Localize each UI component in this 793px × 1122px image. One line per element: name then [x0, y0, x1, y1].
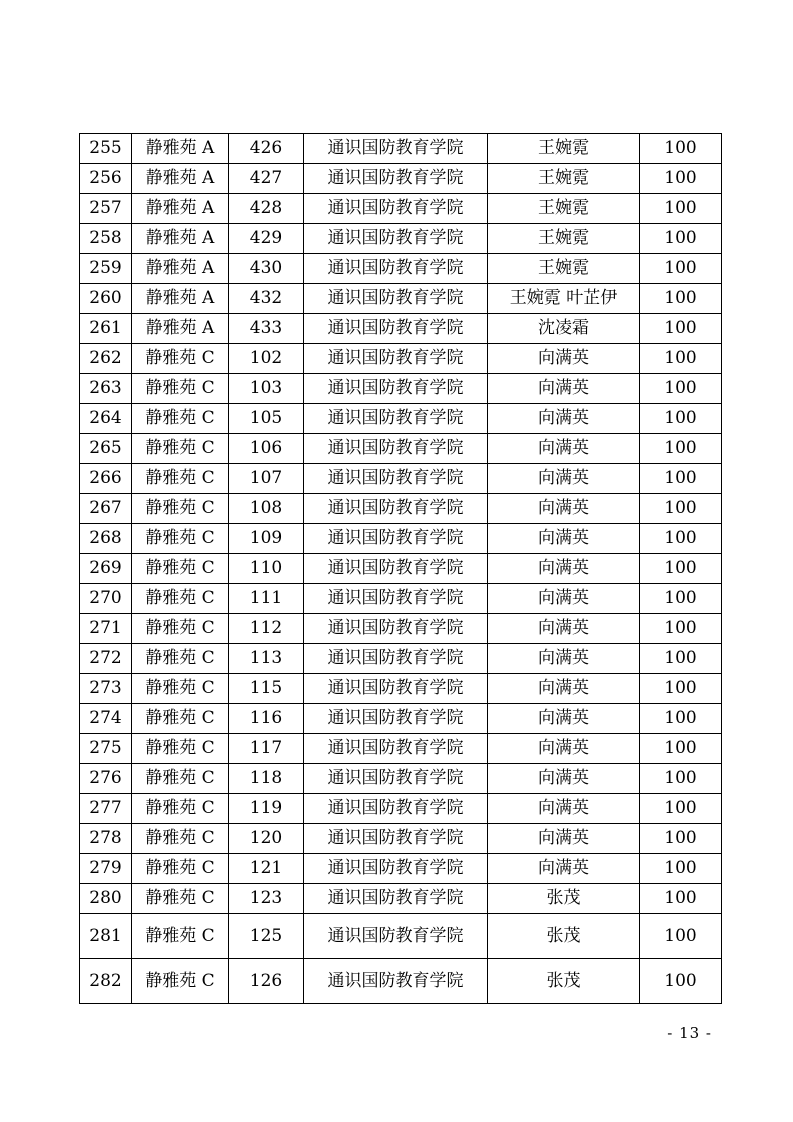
counselor-cell: 王婉霓	[488, 254, 640, 284]
row-index-cell: 270	[80, 584, 132, 614]
counselor-cell: 王婉霓	[488, 224, 640, 254]
college-cell: 通识国防教育学院	[304, 254, 488, 284]
score-cell: 100	[640, 524, 722, 554]
counselor-cell: 王婉霓	[488, 194, 640, 224]
college-cell: 通识国防教育学院	[304, 464, 488, 494]
dorm-inspection-table	[79, 133, 722, 1004]
building-cell: 静雅苑 A	[132, 254, 229, 284]
building-cell: 静雅苑 C	[132, 884, 229, 914]
counselor-cell: 向满英	[488, 344, 640, 374]
building-cell: 静雅苑 C	[132, 614, 229, 644]
building-cell: 静雅苑 C	[132, 704, 229, 734]
table-row	[80, 464, 722, 494]
college-cell: 通识国防教育学院	[304, 614, 488, 644]
room-cell: 118	[229, 764, 304, 794]
room-cell: 125	[229, 914, 304, 959]
room-cell: 429	[229, 224, 304, 254]
table-row	[80, 584, 722, 614]
college-cell: 通识国防教育学院	[304, 914, 488, 959]
counselor-cell: 王婉霓 叶芷伊	[488, 284, 640, 314]
college-cell: 通识国防教育学院	[304, 959, 488, 1004]
score-cell: 100	[640, 824, 722, 854]
building-cell: 静雅苑 A	[132, 314, 229, 344]
row-index-cell: 255	[80, 134, 132, 164]
table-row	[80, 704, 722, 734]
building-cell: 静雅苑 C	[132, 344, 229, 374]
score-cell: 100	[640, 884, 722, 914]
counselor-cell: 张茂	[488, 884, 640, 914]
building-cell: 静雅苑 C	[132, 434, 229, 464]
row-index-cell: 274	[80, 704, 132, 734]
building-cell: 静雅苑 C	[132, 554, 229, 584]
row-index-cell: 281	[80, 914, 132, 959]
score-cell: 100	[640, 314, 722, 344]
table-row	[80, 914, 722, 959]
row-index-cell: 256	[80, 164, 132, 194]
table-row	[80, 794, 722, 824]
counselor-cell: 向满英	[488, 524, 640, 554]
college-cell: 通识国防教育学院	[304, 344, 488, 374]
row-index-cell: 282	[80, 959, 132, 1004]
college-cell: 通识国防教育学院	[304, 674, 488, 704]
building-cell: 静雅苑 C	[132, 764, 229, 794]
room-cell: 116	[229, 704, 304, 734]
counselor-cell: 向满英	[488, 854, 640, 884]
college-cell: 通识国防教育学院	[304, 494, 488, 524]
score-cell: 100	[640, 194, 722, 224]
room-cell: 126	[229, 959, 304, 1004]
counselor-cell: 向满英	[488, 494, 640, 524]
building-cell: 静雅苑 C	[132, 674, 229, 704]
table-row	[80, 224, 722, 254]
table-row	[80, 644, 722, 674]
room-cell: 117	[229, 734, 304, 764]
table-row	[80, 554, 722, 584]
row-index-cell: 280	[80, 884, 132, 914]
table-row	[80, 254, 722, 284]
building-cell: 静雅苑 C	[132, 374, 229, 404]
row-index-cell: 275	[80, 734, 132, 764]
table-row	[80, 854, 722, 884]
table-row	[80, 164, 722, 194]
room-cell: 112	[229, 614, 304, 644]
room-cell: 428	[229, 194, 304, 224]
room-cell: 427	[229, 164, 304, 194]
score-cell: 100	[640, 764, 722, 794]
counselor-cell: 向满英	[488, 704, 640, 734]
counselor-cell: 向满英	[488, 764, 640, 794]
score-cell: 100	[640, 134, 722, 164]
counselor-cell: 向满英	[488, 374, 640, 404]
counselor-cell: 沈凌霜	[488, 314, 640, 344]
room-cell: 121	[229, 854, 304, 884]
counselor-cell: 向满英	[488, 584, 640, 614]
table-row	[80, 284, 722, 314]
room-cell: 115	[229, 674, 304, 704]
score-cell: 100	[640, 554, 722, 584]
row-index-cell: 276	[80, 764, 132, 794]
room-cell: 106	[229, 434, 304, 464]
table-row	[80, 434, 722, 464]
college-cell: 通识国防教育学院	[304, 524, 488, 554]
table-row	[80, 824, 722, 854]
row-index-cell: 265	[80, 434, 132, 464]
counselor-cell: 向满英	[488, 404, 640, 434]
row-index-cell: 263	[80, 374, 132, 404]
college-cell: 通识国防教育学院	[304, 734, 488, 764]
college-cell: 通识国防教育学院	[304, 824, 488, 854]
score-cell: 100	[640, 374, 722, 404]
score-cell: 100	[640, 674, 722, 704]
table-row	[80, 134, 722, 164]
building-cell: 静雅苑 C	[132, 794, 229, 824]
table-row	[80, 959, 722, 1004]
row-index-cell: 272	[80, 644, 132, 674]
table-row	[80, 344, 722, 374]
building-cell: 静雅苑 C	[132, 494, 229, 524]
table-row	[80, 524, 722, 554]
score-cell: 100	[640, 284, 722, 314]
score-cell: 100	[640, 464, 722, 494]
building-cell: 静雅苑 C	[132, 584, 229, 614]
score-cell: 100	[640, 959, 722, 1004]
room-cell: 432	[229, 284, 304, 314]
college-cell: 通识国防教育学院	[304, 764, 488, 794]
table-row	[80, 614, 722, 644]
college-cell: 通识国防教育学院	[304, 194, 488, 224]
building-cell: 静雅苑 A	[132, 134, 229, 164]
room-cell: 120	[229, 824, 304, 854]
table-row	[80, 884, 722, 914]
row-index-cell: 258	[80, 224, 132, 254]
room-cell: 109	[229, 524, 304, 554]
building-cell: 静雅苑 C	[132, 644, 229, 674]
building-cell: 静雅苑 C	[132, 404, 229, 434]
page-number: - 13 -	[667, 1024, 712, 1042]
college-cell: 通识国防教育学院	[304, 704, 488, 734]
score-cell: 100	[640, 344, 722, 374]
row-index-cell: 261	[80, 314, 132, 344]
score-cell: 100	[640, 914, 722, 959]
college-cell: 通识国防教育学院	[304, 884, 488, 914]
building-cell: 静雅苑 C	[132, 914, 229, 959]
counselor-cell: 向满英	[488, 824, 640, 854]
building-cell: 静雅苑 A	[132, 284, 229, 314]
building-cell: 静雅苑 C	[132, 959, 229, 1004]
college-cell: 通识国防教育学院	[304, 554, 488, 584]
row-index-cell: 257	[80, 194, 132, 224]
room-cell: 111	[229, 584, 304, 614]
row-index-cell: 271	[80, 614, 132, 644]
college-cell: 通识国防教育学院	[304, 404, 488, 434]
room-cell: 108	[229, 494, 304, 524]
room-cell: 103	[229, 374, 304, 404]
counselor-cell: 张茂	[488, 959, 640, 1004]
college-cell: 通识国防教育学院	[304, 164, 488, 194]
row-index-cell: 277	[80, 794, 132, 824]
college-cell: 通识国防教育学院	[304, 854, 488, 884]
table-row	[80, 374, 722, 404]
score-cell: 100	[640, 584, 722, 614]
row-index-cell: 273	[80, 674, 132, 704]
row-index-cell: 279	[80, 854, 132, 884]
counselor-cell: 向满英	[488, 614, 640, 644]
score-cell: 100	[640, 494, 722, 524]
college-cell: 通识国防教育学院	[304, 224, 488, 254]
counselor-cell: 王婉霓	[488, 134, 640, 164]
score-cell: 100	[640, 794, 722, 824]
room-cell: 433	[229, 314, 304, 344]
room-cell: 110	[229, 554, 304, 584]
counselor-cell: 向满英	[488, 794, 640, 824]
row-index-cell: 264	[80, 404, 132, 434]
building-cell: 静雅苑 C	[132, 524, 229, 554]
table-row	[80, 494, 722, 524]
counselor-cell: 向满英	[488, 464, 640, 494]
score-cell: 100	[640, 254, 722, 284]
table-row	[80, 314, 722, 344]
row-index-cell: 259	[80, 254, 132, 284]
score-cell: 100	[640, 164, 722, 194]
building-cell: 静雅苑 C	[132, 464, 229, 494]
row-index-cell: 267	[80, 494, 132, 524]
score-cell: 100	[640, 614, 722, 644]
room-cell: 119	[229, 794, 304, 824]
score-cell: 100	[640, 854, 722, 884]
building-cell: 静雅苑 C	[132, 734, 229, 764]
counselor-cell: 向满英	[488, 734, 640, 764]
room-cell: 123	[229, 884, 304, 914]
row-index-cell: 262	[80, 344, 132, 374]
building-cell: 静雅苑 C	[132, 824, 229, 854]
counselor-cell: 向满英	[488, 644, 640, 674]
counselor-cell: 王婉霓	[488, 164, 640, 194]
college-cell: 通识国防教育学院	[304, 584, 488, 614]
counselor-cell: 向满英	[488, 674, 640, 704]
room-cell: 426	[229, 134, 304, 164]
score-cell: 100	[640, 644, 722, 674]
table-row	[80, 734, 722, 764]
score-cell: 100	[640, 224, 722, 254]
room-cell: 105	[229, 404, 304, 434]
row-index-cell: 269	[80, 554, 132, 584]
table-row	[80, 764, 722, 794]
counselor-cell: 向满英	[488, 434, 640, 464]
college-cell: 通识国防教育学院	[304, 134, 488, 164]
building-cell: 静雅苑 A	[132, 224, 229, 254]
score-cell: 100	[640, 704, 722, 734]
score-cell: 100	[640, 404, 722, 434]
row-index-cell: 260	[80, 284, 132, 314]
room-cell: 430	[229, 254, 304, 284]
room-cell: 113	[229, 644, 304, 674]
college-cell: 通识国防教育学院	[304, 284, 488, 314]
table-row	[80, 404, 722, 434]
college-cell: 通识国防教育学院	[304, 434, 488, 464]
room-cell: 102	[229, 344, 304, 374]
building-cell: 静雅苑 C	[132, 854, 229, 884]
room-cell: 107	[229, 464, 304, 494]
counselor-cell: 向满英	[488, 554, 640, 584]
table-row	[80, 674, 722, 704]
building-cell: 静雅苑 A	[132, 164, 229, 194]
college-cell: 通识国防教育学院	[304, 644, 488, 674]
row-index-cell: 278	[80, 824, 132, 854]
row-index-cell: 268	[80, 524, 132, 554]
counselor-cell: 张茂	[488, 914, 640, 959]
college-cell: 通识国防教育学院	[304, 794, 488, 824]
score-cell: 100	[640, 734, 722, 764]
score-cell: 100	[640, 434, 722, 464]
college-cell: 通识国防教育学院	[304, 374, 488, 404]
table-row	[80, 194, 722, 224]
college-cell: 通识国防教育学院	[304, 314, 488, 344]
table-body	[80, 134, 722, 1004]
building-cell: 静雅苑 A	[132, 194, 229, 224]
row-index-cell: 266	[80, 464, 132, 494]
